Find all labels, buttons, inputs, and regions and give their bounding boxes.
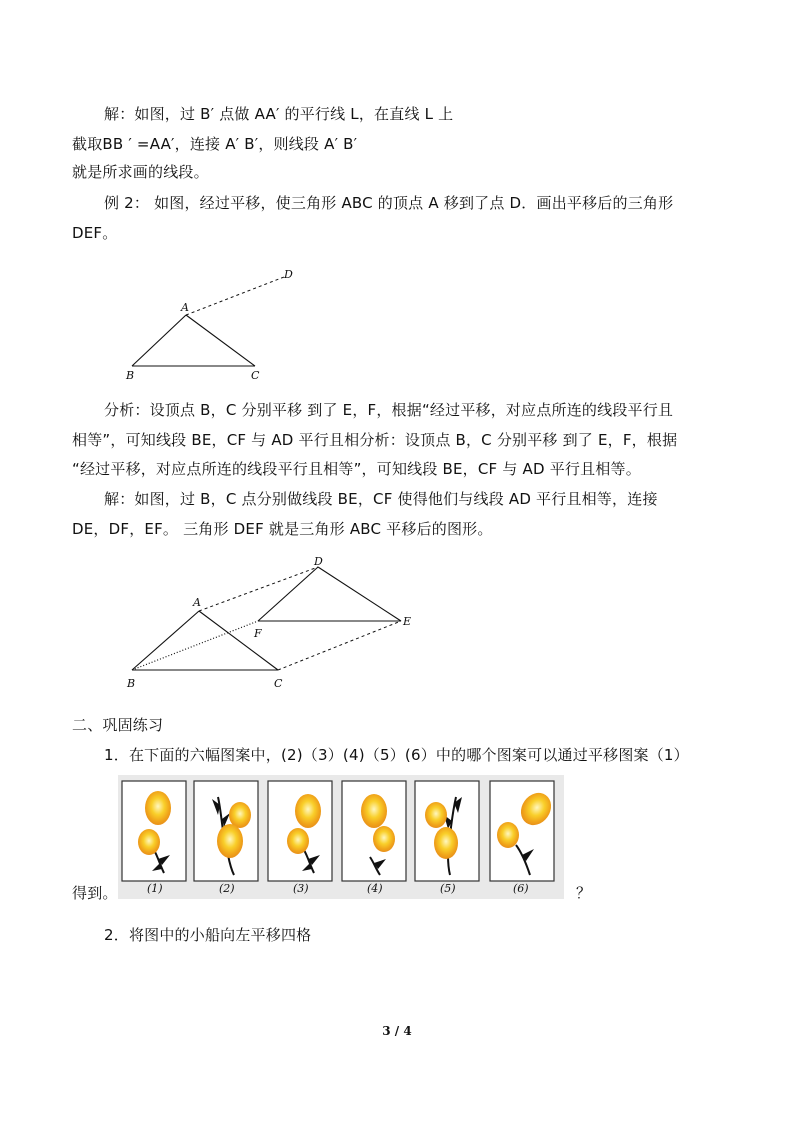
question1-prefix: 得到。 (72, 884, 118, 902)
panel-6 (490, 781, 557, 895)
label-c: C (251, 369, 260, 382)
solution-line-2: 截取BB ′ =AA′，连接 A′ B′，则线段 A′ B′ (72, 135, 358, 153)
analysis-line-2: 相等”，可知线段 BE，CF 与 AD 平行且相分析：设顶点 B，C 分别平移 到了 E，F，根据 (72, 431, 678, 449)
analysis-line-1: 分析：设顶点 B，C 分别平移 到了 E，F，根据“经过平移，对应点所连的线段平行且 (104, 401, 674, 419)
question2-text: 2．将图中的小船向左平移四格 (104, 926, 312, 944)
question1-suffix: ？ (576, 884, 592, 902)
panel-label-5: (5) (440, 882, 456, 895)
panel-label-6: (6) (513, 882, 529, 895)
label-d: D (284, 268, 293, 281)
panel-label-3: (3) (293, 882, 309, 895)
label-d: D (314, 555, 323, 568)
analysis-line-3: “经过平移，对应点所连的线段平行且相等”，可知线段 BE，CF 与 AD 平行且相等。 (72, 460, 641, 478)
label-e: E (403, 615, 412, 628)
example2-line-1: 例 2： 如图，经过平移，使三角形 ABC 的顶点 A 移到了点 D．画出平移后的三角形 (104, 194, 674, 212)
label-b: B (126, 369, 135, 382)
example2-line-2: DEF。 (72, 224, 118, 242)
panel-2 (194, 781, 258, 895)
panel-1 (122, 781, 186, 895)
solution-line-1: 解：如图，过 B′ 点做 AA′ 的平行线 L，在直线 L 上 (104, 105, 454, 123)
label-c: C (274, 677, 283, 690)
section2-heading: 二、巩固练习 (72, 716, 164, 734)
panel-5 (415, 781, 479, 895)
question1-text: 1．在下面的六幅图案中，(2)（3）(4)（5）(6）中的哪个图案可以通过平移图案（1） (104, 746, 689, 764)
label-f: F (254, 627, 262, 640)
flower-patterns-image (118, 775, 564, 899)
panel-label-2: (2) (219, 882, 235, 895)
label-b: B (127, 677, 136, 690)
panel-label-4: (4) (367, 882, 383, 895)
panel-3 (268, 781, 332, 895)
panel-label-1: (1) (147, 882, 163, 895)
solution2-line-2: DE，DF，EF。 三角形 DEF 就是三角形 ABC 平移后的图形。 (72, 520, 493, 538)
solution-line-3: 就是所求画的线段。 (72, 163, 209, 181)
panel-4 (342, 781, 406, 895)
label-a: A (181, 301, 189, 314)
label-a: A (193, 596, 201, 609)
page-number: 3 / 4 (382, 1024, 412, 1038)
solution2-line-1: 解：如图，过 B，C 点分别做线段 BE，CF 使得他们与线段 AD 平行且相等，连接 (104, 490, 658, 508)
